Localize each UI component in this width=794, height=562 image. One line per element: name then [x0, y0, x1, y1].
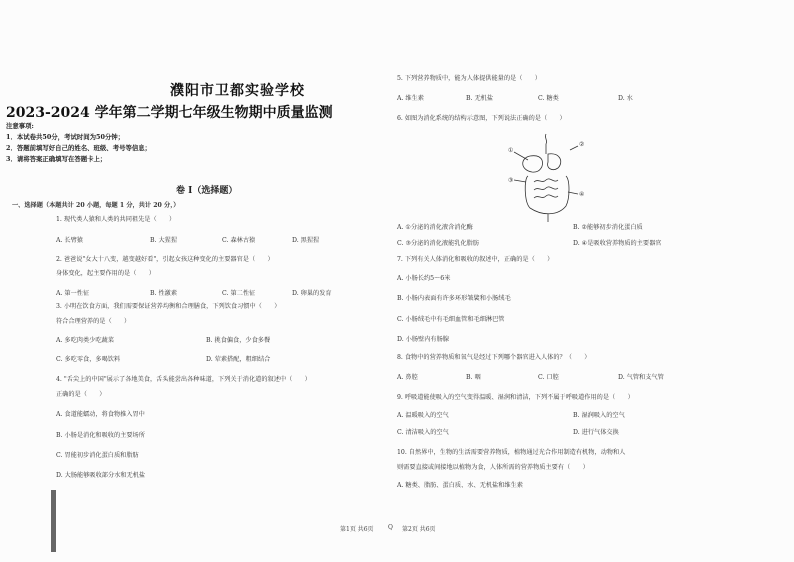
leader-line-1: [514, 152, 528, 160]
question-3-stem: 3. 小明在饮食方面，我们需要保证营养均衡和合理膳食，下列饮食习惯中（ ）: [56, 303, 281, 310]
q6-option-a: A. ①分泌的消化液含消化酶: [397, 224, 473, 231]
q3-option-a: A. 多吃肉类少吃蔬菜: [56, 337, 114, 344]
q9-option-a: A. 温暖吸入的空气: [397, 412, 449, 419]
q6-option-d: D. ④是吸收营养物质的主要器官: [573, 240, 662, 247]
q1-option-c: C. 森林古猿: [222, 237, 256, 244]
q1-option-a: A. 长臂猿: [56, 237, 83, 244]
leader-line-3: [514, 180, 526, 182]
q8-option-b: B. 咽: [466, 374, 481, 381]
q3-option-b: B. 挑食偏食，少食多餐: [206, 337, 271, 344]
school-title: 濮阳市卫都实验学校: [170, 83, 305, 99]
question-2-stem-line2: 身体变化，起主要作用的是（ ）: [56, 270, 155, 277]
q2-option-b: B. 性激素: [150, 290, 178, 297]
q4-option-a: A. 食道能蠕动，将食物推入胃中: [56, 411, 145, 418]
question-1-stem: 1. 现代类人猿和人类的共同祖先是（ ）: [56, 216, 176, 223]
exam-title: 2023-2024 学年第二学期七年级生物期中质量监测: [6, 105, 333, 121]
footer-marker: Q: [388, 524, 393, 531]
q8-option-a: A. 鼻腔: [397, 374, 418, 381]
esophagus-line: [545, 134, 546, 154]
q2-option-a: A. 第一性征: [56, 290, 90, 297]
q7-option-d: D. 小肠壁内有肠腺: [397, 336, 449, 343]
q7-option-c: C. 小肠绒毛中有毛细血管和毛细淋巴管: [397, 316, 505, 323]
note-item: 2．答题前填写好自己的姓名、班级、考号等信息；: [6, 144, 152, 152]
q5-option-b: B. 无机盐: [466, 95, 494, 102]
question-7-stem: 7. 下列有关人体消化和吸收的叙述中，正确的是（ ）: [397, 256, 554, 263]
q2-option-d: D. 卵巢的发育: [292, 290, 332, 297]
q2-option-c: C. 第二性征: [222, 290, 256, 297]
q3-option-d: D. 荤素搭配，粗细结合: [206, 356, 271, 363]
q7-option-a: A. 小肠长约5～6米: [397, 275, 451, 282]
q6-option-c: C. ③分泌的消化液能乳化脂肪: [397, 240, 480, 247]
q4-option-d: D. 大肠能够吸收部分水和无机盐: [56, 472, 146, 479]
q1-option-d: D. 黑猩猩: [292, 237, 320, 244]
question-5-stem: 5. 下列营养物质中，能为人体提供能量的是（ ）: [397, 75, 541, 82]
section-instruction: 一、选择题（本题共计 20 小题，每题 1 分，共计 20 分，）: [12, 202, 180, 209]
q10-option-a: A. 糖类、脂肪、蛋白质、水、无机盐和维生素: [397, 482, 523, 489]
q5-option-c: C. 糖类: [538, 95, 559, 102]
question-2-stem: 2. 爸爸说"女大十八变，越变越好看"，引起女孩这种变化的主要器官是（ ）: [56, 256, 274, 263]
question-4-stem: 4. "舌尖上的中国"展示了各地美食，舌头能尝出各种味道，下列关于消化道的叙述中（ ）: [56, 376, 311, 383]
q9-option-d: D. 进行气体交换: [573, 429, 619, 436]
leader-line-2: [570, 146, 578, 150]
figure-label-2: ②: [579, 141, 585, 148]
footer-page-left: 第1页 共6页: [340, 526, 374, 533]
binding-strip: [51, 490, 56, 552]
q8-option-d: D. 气管和支气管: [618, 374, 664, 381]
q6-option-b: B. ②能够初步消化蛋白质: [573, 224, 643, 231]
question-9-stem: 9. 呼吸道能使吸入的空气变得温暖、湿润和清洁，下列不属于呼吸道作用的是（ ）: [397, 394, 634, 401]
figure-label-1: ①: [508, 147, 514, 154]
q5-option-a: A. 维生素: [397, 95, 424, 102]
leader-line-4: [568, 192, 578, 194]
question-3-stem-line2: 符合合理营养的是（ ）: [56, 318, 131, 325]
q1-option-b: B. 大猩猩: [150, 237, 178, 244]
q7-option-b: B. 小肠内表面有许多环形皱襞和小肠绒毛: [397, 295, 511, 302]
liver-outline: [523, 156, 543, 172]
question-8-stem: 8. 食物中的营养物质和氧气是经过下列哪个器官进入人体的？（ ）: [397, 354, 591, 361]
notes-heading: 注意事项:: [6, 122, 34, 130]
notes-block: [6, 121, 151, 165]
q4-option-b: B. 小肠是消化和吸收的主要场所: [56, 432, 145, 439]
stomach-outline: [548, 154, 561, 170]
note-item: 1．本试卷共50分，考试时间为50分钟；: [6, 133, 125, 141]
q5-option-d: D. 水: [618, 95, 633, 102]
digestive-system-figure: [508, 132, 588, 224]
small-intestine-coils: [534, 179, 558, 198]
q9-option-c: C. 清洁吸入的空气: [397, 429, 449, 436]
question-10-stem: 10. 自然界中，生物的生活需要营养物质，植物通过光合作用制造有机物，动物和人: [397, 449, 626, 456]
q4-option-c: C. 胃能初步消化蛋白质和脂肪: [56, 452, 139, 459]
figure-label-3: ③: [508, 177, 514, 184]
footer-page-right: 第2页 共6页: [402, 526, 436, 533]
figure-label-4: ④: [579, 191, 585, 198]
q3-option-c: C. 多吃零食，多喝饮料: [56, 356, 121, 363]
question-6-stem: 6. 如图为消化系统的结构示意图，下列说法正确的是（ ）: [397, 115, 566, 122]
q9-option-b: B. 湿润吸入的空气: [573, 412, 625, 419]
question-4-stem-line2: 正确的是（ ）: [56, 391, 106, 398]
q8-option-c: C. 口腔: [538, 374, 559, 381]
section-title: 卷 I（选择题）: [176, 186, 238, 196]
question-10-stem-line2: 则需要直接或间接地以植物为食，人体所需的营养物质主要有（ ）: [397, 464, 589, 471]
note-item: 3．请将答案正确填写在答题卡上；: [6, 155, 107, 163]
